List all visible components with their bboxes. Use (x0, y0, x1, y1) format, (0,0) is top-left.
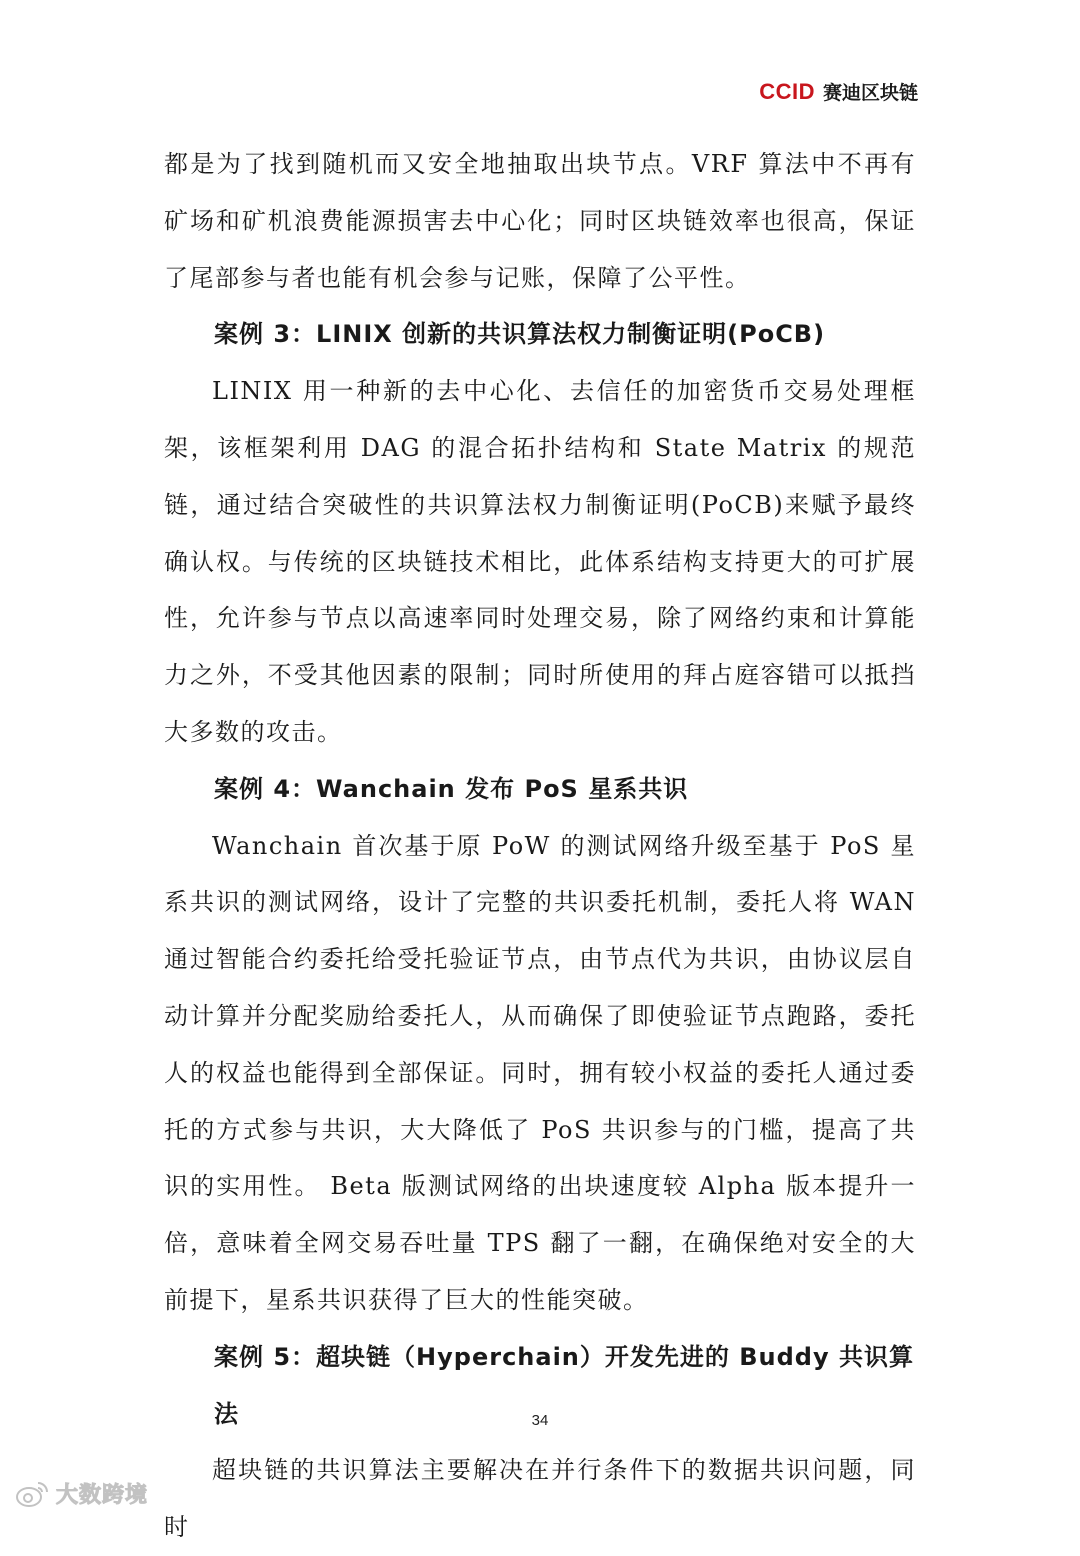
paragraph-4: 超块链的共识算法主要解决在并行条件下的数据共识问题，同时 (164, 1456, 916, 1542)
case-4-heading: 案例 4：Wanchain 发布 PoS 星系共识 (214, 774, 689, 803)
case-3-heading: 案例 3：LINIX 创新的共识算法权力制衡证明(PoCB) (214, 320, 826, 349)
watermark-text: 大数跨境 (56, 1483, 149, 1508)
document-body (164, 136, 916, 1556)
paragraph-2: LINIX 用一种新的去中心化、去信任的加密货币交易处理框架，该框架利用 DAG 的混合拓扑结构和 State Matrix 的规范链，通过结合突破性的共识算法权力制衡证明(PoCB)来赋予最终确认权。与传统的区块链技术相比，此体系结构支持更大的可扩展性，允许参与节点以高速率同时处理交易，除了网络约束和计算能力之外，不受其他因素的限制；同时所使用的拜占庭容错可以抵挡大多数的攻击。 (164, 377, 916, 746)
header-subtitle: 赛迪区块链 (822, 82, 918, 104)
page-header (759, 78, 918, 105)
page-number: 34 (531, 1412, 549, 1429)
weibo-like-logo-icon (14, 1479, 50, 1509)
watermark (14, 1478, 148, 1509)
paragraph-3: Wanchain 首次基于原 PoW 的测试网络升级至基于 PoS 星系共识的测试网络，设计了完整的共识委托机制，委托人将 WAN 通过智能合约委托给受托验证节点，由节点代为共识，由协议层自动计算并分配奖励给委托人，从而确保了即使验证节点跑路，委托人的权益也能得到全部保证。同时，拥有较小权益的委托人通过委托的方式参与共识，大大降低了 PoS 共识参与的门槛，提高了共识的实用性。 Beta 版测试网络的出块速度较 Alpha 版本提升一倍，意味着全网交易吞吐量 TPS 翻了一翻，在确保绝对安全的大前提下，星系共识获得了巨大的性能突破。 (164, 831, 916, 1314)
header-brand: CCID (759, 79, 815, 104)
paragraph-1: 都是为了找到随机而又安全地抽取出块节点。VRF 算法中不再有矿场和矿机浪费能源损害去中心化；同时区块链效率也很高，保证了尾部参与者也能有机会参与记账，保障了公平性。 (164, 150, 916, 292)
case-5-heading: 案例 5：超块链（Hyperchain）开发先进的 Buddy 共识算法 (214, 1342, 914, 1428)
